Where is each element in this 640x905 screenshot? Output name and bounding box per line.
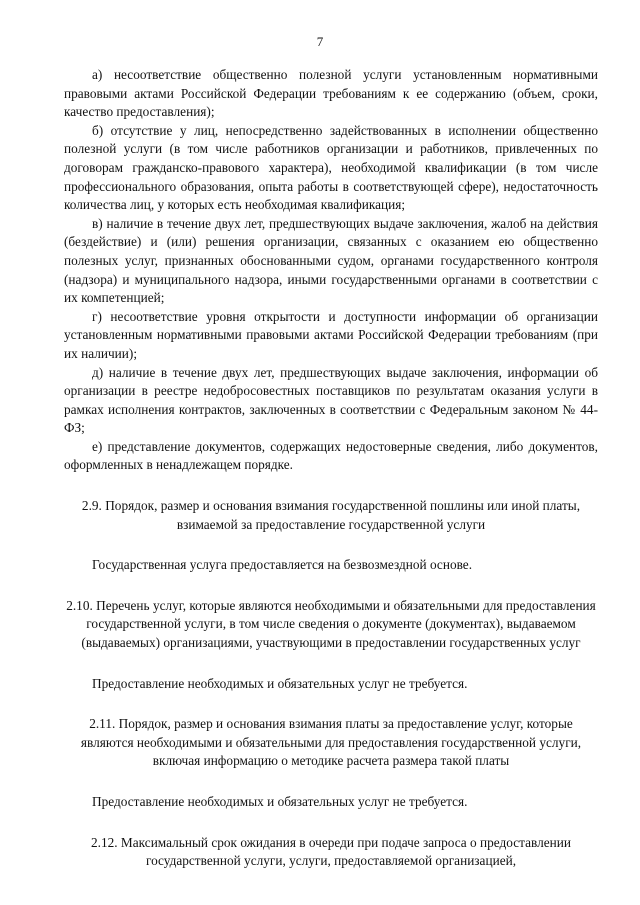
paragraph-e: е) представление документов, содержащих недостоверные сведения, либо документов, оформленных в ненадлежащем порядке.: [64, 438, 598, 473]
section-2-11-text: Предоставление необходимых и обязательных услуг не требуется.: [92, 794, 468, 809]
paragraph-v: в) наличие в течение двух лет, предшествующих выдаче заключения, жалоб на действия (бездействие) и (или) решения организации, связанных с оказанием ею общественно полезных услуг, признанных обоснованными судом, органами государственного контроля (надзора) и муниципального надзора, иными государственными органами в соответствии с их компетенцией;: [64, 215, 598, 306]
section-2-10-heading: 2.10. Перечень услуг, которые являются необходимыми и обязательными для предоставления государственной услуги, в том числе сведения о документе (документах), выдаваемом (выдаваемых) организациями, участвующими в предоставлении государственных услуг: [66, 597, 596, 651]
section-2-9-heading: 2.9. Порядок, размер и основания взимания государственной пошлины или иной платы, взимаемой за предоставление государственной услуги: [81, 498, 581, 532]
section-2-11-heading: 2.11. Порядок, размер и основания взимания платы за предоставление услуг, которые являются необходимыми и обязательными для предоставления государственной услуги, включая информацию о методике расчета размера такой платы: [80, 716, 582, 769]
section-2-12-heading: 2.12. Максимальный срок ожидания в очереди при подаче запроса о предоставлении государственной услуги, услуги, предоставляемой организацией,: [91, 834, 571, 869]
paragraph-b: б) отсутствие у лиц, непосредственно задействованных в исполнении общественно полезной услуги (в том числе работников организации и работников, привлеченных по договорам гражданско-правового характера), необходимой квалификации (в том числе профессионального образования, опыта работы в соответствующей сфере), недостаточность количества лиц, у которых есть необходимая квалификация;: [64, 122, 598, 213]
paragraph-d: д) наличие в течение двух лет, предшествующих выдаче заключения, информации об организации в реестре недобросовестных поставщиков по результатам оказания услуги в рамках исполнения контрактов, заключенных в соответствии с Федеральным законом № 44-ФЗ;: [64, 364, 598, 436]
section-2-9-text: Государственная услуга предоставляется на безвозмездной основе.: [92, 557, 473, 573]
paragraph-g: г) несоответствие уровня открытости и доступности информации об организации установленным нормативными правовыми актами Российской Федерации требованиям (при их наличии);: [64, 308, 598, 361]
document-body: [64, 66, 598, 871]
section-2-10-text: Предоставление необходимых и обязательных услуг не требуется.: [92, 675, 468, 691]
paragraph-a: а) несоответствие общественно полезной услуги установленным нормативными правовыми актами Российской Федерации требованиям к ее содержанию (объем, сроки, качество предоставления);: [64, 67, 598, 120]
page-number: 7: [316, 34, 324, 49]
